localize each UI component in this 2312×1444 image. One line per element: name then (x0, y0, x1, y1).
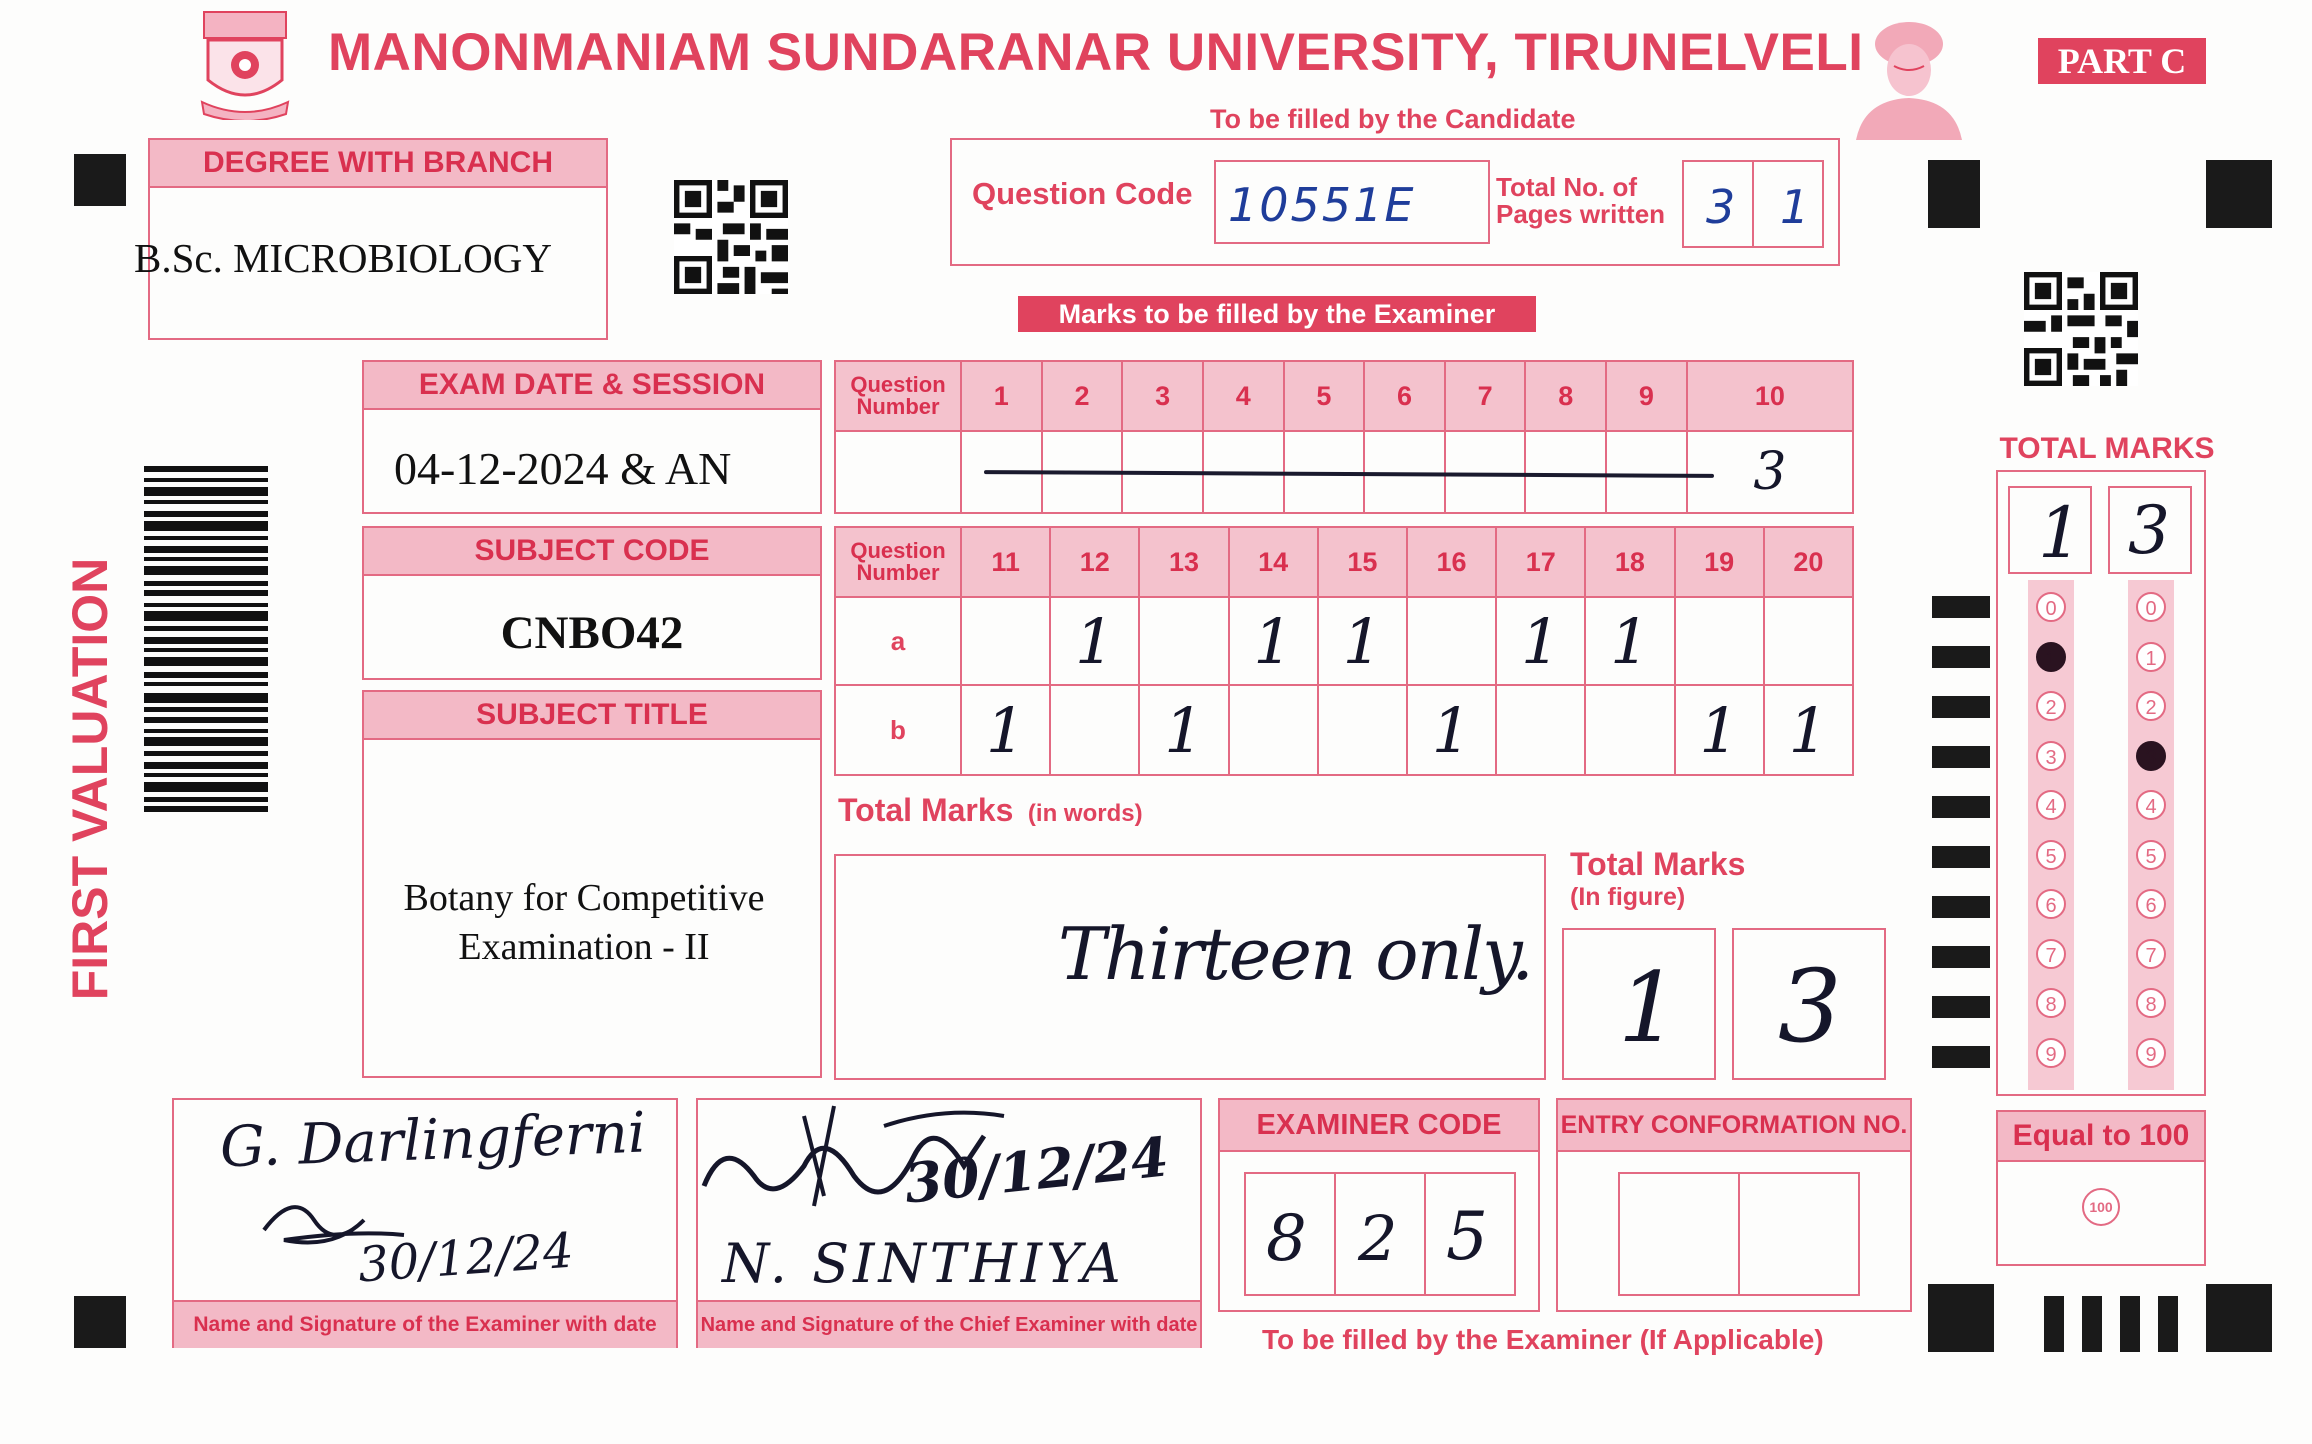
marks-table-q11-20 (834, 526, 1854, 776)
mark-cell (835, 431, 961, 513)
total-figure-title: Total Marks (1570, 846, 1746, 882)
mark-cell-a: 1 (1050, 597, 1139, 685)
omr-bubble-tens-2[interactable]: 2 (2036, 691, 2066, 721)
question-number: 15 (1318, 527, 1407, 597)
part-badge: PART C (2038, 38, 2206, 84)
total-marks-omr-label: TOTAL MARKS (1999, 432, 2215, 465)
subject-title-line1: Botany for Competitive (403, 877, 765, 919)
examiner-code-digit-box (1334, 1172, 1426, 1296)
examiner-signature-box (172, 1098, 678, 1348)
mark-cell-b (1496, 685, 1585, 775)
equal-100-box (1996, 1110, 2206, 1266)
omr-bubble-units-0[interactable]: 0 (2136, 592, 2166, 622)
examiner-code-digit-box (1244, 1172, 1336, 1296)
omr-bubble-units-6[interactable]: 6 (2136, 889, 2166, 919)
timing-mark (74, 1296, 126, 1348)
entry-conformation-field[interactable] (1618, 1172, 1740, 1296)
mark-cell-a: 1 (1229, 597, 1318, 685)
timing-mark (2120, 1296, 2140, 1352)
question-number: 13 (1139, 527, 1228, 597)
mark-cell-b: 1 (1407, 685, 1496, 775)
mark-cell-b: 1 (961, 685, 1050, 775)
timing-mark (1928, 160, 1980, 228)
omr-bubble-tens-5[interactable]: 5 (2036, 840, 2066, 870)
degree-value: B.Sc. MICROBIOLOGY (134, 235, 552, 281)
omr-bubble-tens-9[interactable]: 9 (2036, 1038, 2066, 1068)
total-words-value: Thirteen only. (1058, 912, 1532, 996)
omr-bubble-units-9[interactable]: 9 (2136, 1038, 2166, 1068)
question-number: 17 (1496, 527, 1585, 597)
question-number: 11 (961, 527, 1050, 597)
mark-cell (1606, 431, 1687, 513)
qr-code (674, 180, 788, 294)
pages-digit: 1 (1780, 180, 1810, 234)
mark-cell-b (1050, 685, 1139, 775)
question-number: 12 (1050, 527, 1139, 597)
question-number: 2 (1042, 361, 1123, 431)
degree-box (134, 138, 608, 340)
question-number-header: Question Number (835, 361, 961, 431)
question-code-label: Question Code (972, 176, 1193, 211)
total-marks-omr-box (1996, 470, 2206, 1096)
omr-bubble-units-7[interactable]: 7 (2136, 939, 2166, 969)
mark-cell-a: 1 (1585, 597, 1674, 685)
question-number: 5 (1284, 361, 1365, 431)
total-figure-label (1570, 846, 1745, 912)
timing-mark (2206, 160, 2272, 228)
examiner-code-box (1218, 1098, 1540, 1312)
omr-digit-box (2108, 486, 2192, 574)
examiner-date: 30/12/24 (356, 1222, 576, 1294)
timing-mark (2082, 1296, 2102, 1352)
chief-signature-box (696, 1098, 1202, 1348)
chief-caption: Name and Signature of the Chief Examiner with date (698, 1300, 1200, 1348)
university-logo (198, 10, 292, 120)
mark-cell-a: 1 (1318, 597, 1407, 685)
university-title: MANONMANIAM SUNDARANAR UNIVERSITY, TIRUNELVELI (328, 23, 1864, 82)
barcode (144, 466, 268, 936)
omr-bubble-units-8[interactable]: 8 (2136, 988, 2166, 1018)
subject-code-box (362, 526, 822, 680)
mark-cell-a (1139, 597, 1228, 685)
question-number: 1 (961, 361, 1042, 431)
row-a-label: a (835, 597, 961, 685)
question-number: 19 (1675, 527, 1764, 597)
pages-label (1496, 174, 1665, 228)
timing-mark (1928, 1284, 1994, 1352)
timing-mark (2158, 1296, 2178, 1352)
question-number: 7 (1445, 361, 1526, 431)
timing-mark (2044, 1296, 2064, 1352)
degree-label: DEGREE WITH BRANCH (150, 140, 606, 188)
question-code-value: 10551E (1228, 178, 1416, 232)
mark-cell-b (1318, 685, 1407, 775)
subject-title-value (364, 874, 804, 972)
pages-digit: 3 (1706, 180, 1736, 234)
examiner-code-digit-box (1424, 1172, 1516, 1296)
subject-code-label: SUBJECT CODE (364, 528, 820, 576)
total-figure-sub: (In figure) (1570, 883, 1686, 911)
chief-name: N. SINTHIYA (722, 1232, 1125, 1295)
examiner-code-label: EXAMINER CODE (1220, 1100, 1538, 1152)
examiner-code-digit: 5 (1446, 1198, 1488, 1275)
timing-mark (74, 154, 126, 206)
chief-date: 30/12/24 (901, 1124, 1172, 1216)
question-number: 3 (1122, 361, 1203, 431)
omr-bubble-tens-8[interactable]: 8 (2036, 988, 2066, 1018)
subject-code-value: CNBO42 (500, 607, 684, 659)
entry-conformation-label: ENTRY CONFORMATION NO. (1558, 1100, 1910, 1152)
mark-cell-a (1764, 597, 1853, 685)
equal-100-label: Equal to 100 (1998, 1112, 2204, 1162)
total-words-label (838, 792, 1143, 829)
omr-bubble-tens-7[interactable]: 7 (2036, 939, 2066, 969)
mark-cell-a (1407, 597, 1496, 685)
marks-table-q1-10 (834, 360, 1854, 514)
total-figure-digit-box (1562, 928, 1716, 1080)
omr-bubble-tens-0[interactable]: 0 (2036, 592, 2066, 622)
mark-cell-b: 1 (1764, 685, 1853, 775)
row-b-label: b (835, 685, 961, 775)
question-number-header: Question Number (835, 527, 961, 597)
equal-100-bubble[interactable]: 100 (2082, 1188, 2120, 1226)
question-number: 14 (1229, 527, 1318, 597)
mark-cell-b: 1 (1139, 685, 1228, 775)
mark-cell-b: 1 (1675, 685, 1764, 775)
mark-cell-a (961, 597, 1050, 685)
pages-digit-box (1682, 160, 1754, 248)
pages-label-line2: Pages written (1496, 199, 1666, 229)
examiner-code-digit: 2 (1358, 1202, 1398, 1275)
question-code-box (950, 138, 1840, 266)
omr-bubble-units-4[interactable]: 4 (2136, 790, 2166, 820)
omr-digit: 3 (2128, 492, 2170, 569)
omr-bubble-tens-6[interactable]: 6 (2036, 889, 2066, 919)
omr-bubble-tens-4[interactable]: 4 (2036, 790, 2066, 820)
question-number: 16 (1407, 527, 1496, 597)
omr-bubble-tens-1[interactable]: 1 (2036, 642, 2066, 672)
first-valuation-label: FIRST VALUATION (62, 557, 118, 1001)
omr-digit-box (2008, 486, 2092, 574)
examiner-note: Marks to be filled by the Examiner (1018, 296, 1536, 332)
omr-bubble-units-5[interactable]: 5 (2136, 840, 2166, 870)
total-words-title: Total Marks (838, 792, 1014, 828)
mark-cell-b (1229, 685, 1318, 775)
question-number: 10 (1687, 361, 1853, 431)
mark-cell-a: 1 (1496, 597, 1585, 685)
question-number: 20 (1764, 527, 1853, 597)
omr-digit: 1 (2038, 492, 2083, 574)
pages-digit-box (1752, 160, 1824, 248)
omr-bubble-tens-3[interactable]: 3 (2036, 741, 2066, 771)
founder-portrait (1850, 14, 1968, 140)
examiner-name: G. Darlingferni (218, 1100, 647, 1181)
question-number: 8 (1525, 361, 1606, 431)
exam-date-value: 04-12-2024 & AN (394, 443, 732, 494)
mark-cell-q10: 3 (1687, 431, 1853, 513)
examiner-code-digit: 8 (1266, 1202, 1307, 1276)
timing-mark (2206, 1284, 2272, 1352)
entry-conformation-field[interactable] (1738, 1172, 1860, 1296)
total-figure-digit: 1 (1618, 952, 1680, 1064)
question-number: 6 (1364, 361, 1445, 431)
total-words-sub: (in words) (1027, 800, 1143, 827)
omr-bubble-units-1[interactable]: 1 (2136, 642, 2166, 672)
mark-cell-b (1585, 685, 1674, 775)
subject-title-line2: Examination - II (458, 926, 710, 968)
question-code-field (1214, 160, 1490, 244)
omr-bubble-units-3[interactable]: 3 (2136, 741, 2166, 771)
question-number: 4 (1203, 361, 1284, 431)
examiner-caption: Name and Signature of the Examiner with date (174, 1300, 676, 1348)
qr-code (2024, 272, 2138, 386)
mark-cell-a (1675, 597, 1764, 685)
question-number: 9 (1606, 361, 1687, 431)
omr-bubble-units-2[interactable]: 2 (2136, 691, 2166, 721)
subject-title-box (362, 690, 822, 1078)
pages-label-line1: Total No. of (1496, 172, 1638, 202)
exam-date-box (362, 360, 822, 514)
exam-date-label: EXAM DATE & SESSION (364, 362, 820, 410)
candidate-note: To be filled by the Candidate (1210, 104, 1576, 134)
entry-conformation-box (1556, 1098, 1912, 1312)
footer-note: To be filled by the Examiner (If Applicable) (1262, 1324, 1824, 1355)
subject-title-label: SUBJECT TITLE (364, 692, 820, 740)
total-figure-digit: 3 (1778, 948, 1842, 1065)
question-number: 18 (1585, 527, 1674, 597)
total-words-box (834, 854, 1546, 1080)
total-figure-digit-box (1732, 928, 1886, 1080)
